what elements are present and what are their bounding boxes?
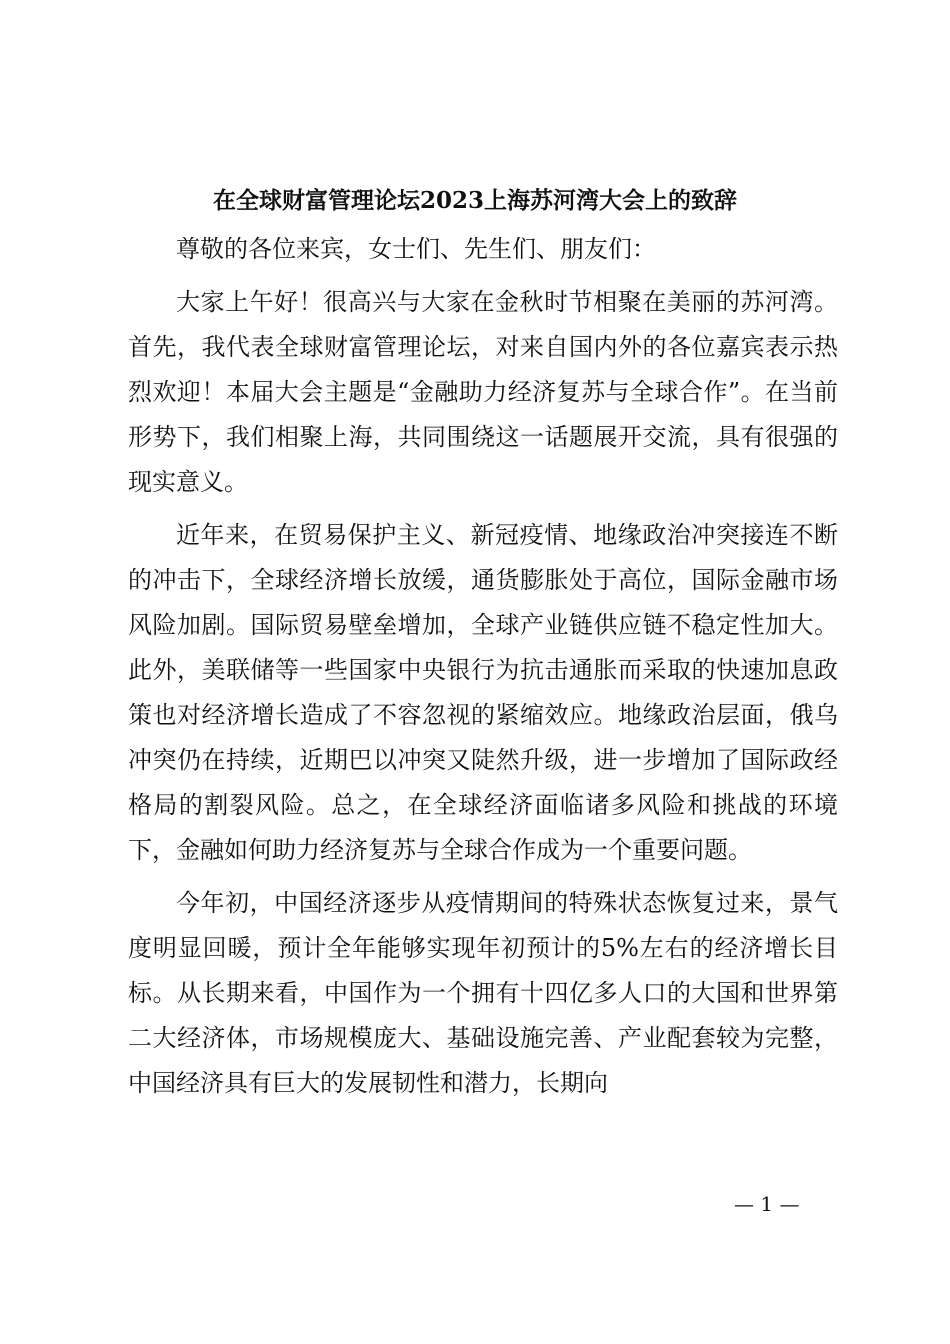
paragraph-3: 今年初，中国经济逐步从疫情期间的特殊状态恢复过来，景气度明显回暖，预计全年能够实现年初预计的5%左右的经济增长目标。从长期来看，中国作为一个拥有十四亿多人口的大国和世界第二大经济体，市场规模庞大、基础设施完善、产业配套较为完整，中国经济具有巨大的发展韧性和潜力，长期向 [128, 889, 838, 1097]
document-body [128, 227, 838, 1114]
paragraph-2: 近年来，在贸易保护主义、新冠疫情、地缘政治冲突接连不断的冲击下，全球经济增长放缓，通货膨胀处于高位，国际金融市场风险加剧。国际贸易壁垒增加，全球产业链供应链不稳定性加大。此外，美联储等一些国家中央银行为抗击通胀而采取的快速加息政策也对经济增长造成了不容忽视的紧缩效应。地缘政治层面，俄乌冲突仍在持续，近期巴以冲突又陡然升级，进一步增加了国际政经格局的割裂风险。总之，在全球经济面临诸多风险和挑战的环境下，金融如何助力经济复苏与全球合作成为一个重要问题。 [128, 521, 838, 864]
paragraph-1: 大家上午好！很高兴与大家在金秋时节相聚在美丽的苏河湾。首先，我代表全球财富管理论坛，对来自国内外的各位嘉宾表示热烈欢迎！本届大会主题是“金融助力经济复苏与全球合作”。在当前形势下，我们相聚上海，共同围绕这一话题展开交流，具有很强的现实意义。 [128, 288, 838, 496]
document-title: 在全球财富管理论坛2023上海苏河湾大会上的致辞 [212, 187, 737, 214]
salutation: 尊敬的各位来宾，女士们、先生们、朋友们： [176, 235, 656, 263]
page-number: — 1 — [734, 1192, 800, 1216]
